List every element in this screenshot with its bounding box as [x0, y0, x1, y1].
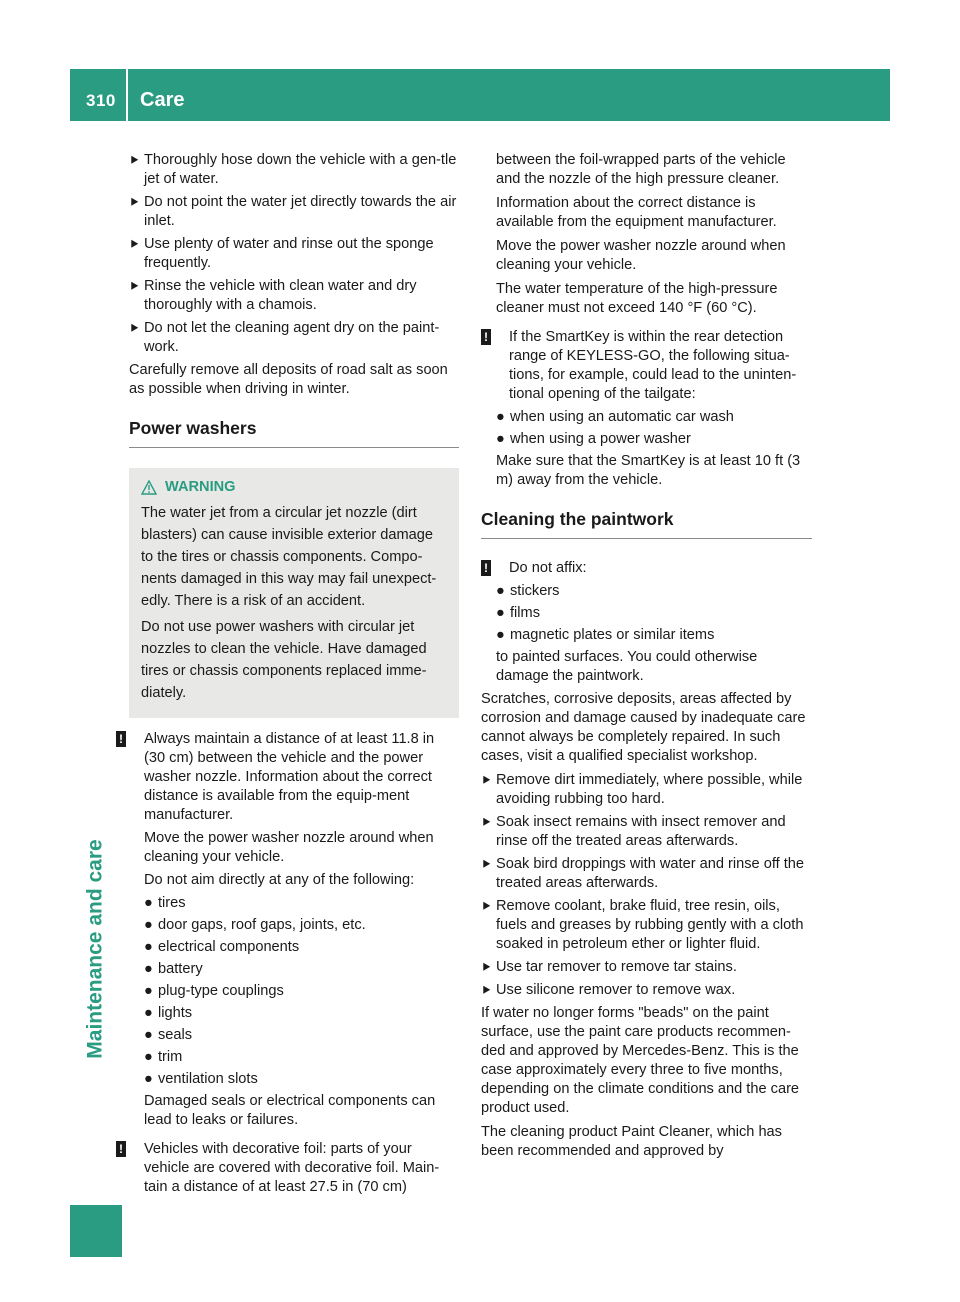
note-continuation: [481, 151, 812, 318]
arrow-step-icon: ⯈: [481, 815, 492, 830]
arrow-step-icon: ⯈: [129, 195, 140, 210]
note-body: [496, 559, 812, 578]
note-text: Vehicles with decorative foil: parts of your vehicle are covered with decorative foil. Main-tain a distance of at least 27.5 in (70 cm): [144, 1141, 440, 1195]
bullet-icon: ●: [144, 961, 153, 977]
list-item: ● door gaps, roof gaps, joints, etc.: [144, 917, 366, 933]
arrow-step-icon: ⯈: [129, 237, 140, 252]
page-header: [70, 69, 890, 121]
step-item: ⯈ Do not point the water jet directly towards the air inlet.: [129, 194, 457, 229]
left-column: [119, 151, 459, 1201]
warning-title: WARNING: [165, 479, 236, 495]
note-text: The water temperature of the high-pressure cleaner must not exceed 140 °F (60 °C).: [496, 281, 778, 316]
exclamation-note-icon: !: [116, 1141, 126, 1157]
note-block: [481, 559, 812, 686]
beads-paragraph: If water no longer forms "beads" on the paint surface, use the paint care products recommen-ded and approved by Mercedes-Benz. This is the case approximately every three to five months, depending on the climate conditions and the care product used.: [481, 1005, 800, 1116]
exclamation-note-icon: !: [116, 731, 126, 747]
note-text: Move the power washer nozzle around when cleaning your vehicle.: [496, 238, 786, 273]
note-body: [496, 328, 812, 404]
arrow-step-icon: ⯈: [481, 899, 492, 914]
page-number: 310: [86, 91, 116, 110]
paint-cleaner-paragraph: The cleaning product Paint Cleaner, which has been recommended and approved by: [481, 1124, 782, 1159]
step-item: ⯈ Soak bird droppings with water and rinse off the treated areas afterwards.: [481, 856, 805, 891]
side-tab-marker: [70, 1205, 122, 1257]
step-item: ⯈ Use plenty of water and rinse out the sponge frequently.: [129, 236, 434, 271]
note-block: [119, 730, 459, 1130]
bullet-icon: ●: [144, 1005, 153, 1021]
step-item: ⯈ Rinse the vehicle with clean water and dry thoroughly with a chamois.: [129, 278, 417, 313]
header-divider: [126, 69, 128, 121]
list-item: ● trim: [144, 1049, 183, 1065]
step-item: ⯈ Use silicone remover to remove wax.: [481, 982, 736, 998]
step-item: ⯈ Soak insect remains with insect remover and rinse off the treated areas afterwards.: [481, 814, 786, 849]
section-heading-power-washers: Power washers: [129, 419, 459, 448]
list-item: ● films: [496, 605, 540, 621]
bullet-icon: ●: [144, 917, 153, 933]
note-block: [481, 328, 812, 490]
list-item: ● tires: [144, 895, 186, 911]
list-item: ● when using a power washer: [496, 431, 691, 447]
warning-text: Do not use power washers with circular jet nozzles to clean the vehicle. Have damaged tires or chassis components replaced imme-diately.: [141, 619, 427, 701]
step-item: ⯈ Do not let the cleaning agent dry on the paint-work.: [129, 320, 440, 355]
step-item: ⯈ Remove coolant, brake fluid, tree resin, oils, fuels and greases by rubbing gently with a cloth soaked in petroleum ether or lighter fluid.: [481, 898, 804, 952]
side-section-label: [81, 749, 111, 1149]
bullet-icon: ●: [496, 627, 505, 643]
list-item: ● plug-type couplings: [144, 983, 284, 999]
warning-triangle-icon: [141, 480, 157, 495]
note-text: between the foil-wrapped parts of the vehicle and the nozzle of the high pressure cleaner.: [496, 152, 786, 187]
note-text: Do not affix:: [509, 560, 587, 576]
chapter-title: Care: [140, 89, 185, 111]
list-item: ● when using an automatic car wash: [496, 409, 734, 425]
note-text: Do not aim directly at any of the following:: [144, 872, 415, 888]
bullet-icon: ●: [496, 583, 505, 599]
bullet-icon: ●: [144, 983, 153, 999]
warning-box: [129, 468, 459, 718]
list-item: ● electrical components: [144, 939, 300, 955]
arrow-step-icon: ⯈: [129, 279, 140, 294]
note-text: Move the power washer nozzle around when cleaning your vehicle.: [144, 830, 434, 865]
note-text: Always maintain a distance of at least 11.8 in (30 cm) between the vehicle and the power washer nozzle. Information about the correct distance is available from the equip-ment manufacturer.: [144, 731, 435, 823]
note-text: Damaged seals or electrical components can lead to leaks or failures.: [144, 1093, 436, 1128]
bullet-icon: ●: [496, 605, 505, 621]
note-text: Information about the correct distance is available from the equipment manufacturer.: [496, 195, 777, 230]
bullet-icon: ●: [144, 1049, 153, 1065]
note-text: If the SmartKey is within the rear detection range of KEYLESS-GO, the following situa-tions, for example, could lead to the uninten-tional opening of the tailgate:: [509, 329, 797, 402]
bullet-icon: ●: [144, 1027, 153, 1043]
list-item: ● seals: [144, 1027, 193, 1043]
side-section-text: Maintenance and care: [84, 839, 108, 1059]
arrow-step-icon: ⯈: [481, 857, 492, 872]
note-text: to painted surfaces. You could otherwise damage the paintwork.: [496, 649, 758, 684]
warning-text: The water jet from a circular jet nozzle (dirt blasters) can cause invisible exterior damage to the tires or chassis components. Compo-nents damaged in this way may fail unexpect-edly. There is a risk of an accident.: [141, 505, 437, 609]
bullet-icon: ●: [144, 1071, 153, 1087]
right-column: [481, 151, 812, 1166]
bullet-icon: ●: [496, 409, 505, 425]
scratches-paragraph: Scratches, corrosive deposits, areas affected by corrosion and damage caused by inadequate care cannot always be completely repaired. In such cases, visit a qualified specialist workshop.: [481, 691, 806, 764]
arrow-step-icon: ⯈: [481, 773, 492, 788]
list-item: ● lights: [144, 1005, 193, 1021]
list-item: ● ventilation slots: [144, 1071, 258, 1087]
section-heading-paintwork: Cleaning the paintwork: [481, 510, 812, 539]
note-block: [119, 1140, 459, 1197]
exclamation-note-icon: !: [481, 329, 491, 345]
arrow-step-icon: ⯈: [129, 321, 140, 336]
note-text: Make sure that the SmartKey is at least 10 ft (3 m) away from the vehicle.: [496, 453, 801, 488]
warning-header: [141, 476, 449, 498]
list-item: ● battery: [144, 961, 203, 977]
list-item: ● magnetic plates or similar items: [496, 627, 715, 643]
step-item: ⯈ Use tar remover to remove tar stains.: [481, 959, 737, 975]
arrow-step-icon: ⯈: [481, 983, 492, 998]
list-item: ● stickers: [496, 583, 560, 599]
arrow-step-icon: ⯈: [129, 153, 140, 168]
salt-paragraph: Carefully remove all deposits of road salt as soon as possible when driving in winter.: [129, 362, 448, 397]
step-item: ⯈ Thoroughly hose down the vehicle with a gen-tle jet of water.: [129, 152, 457, 187]
bullet-icon: ●: [144, 895, 153, 911]
step-item: ⯈ Remove dirt immediately, where possible, while avoiding rubbing too hard.: [481, 772, 803, 807]
bullet-icon: ●: [144, 939, 153, 955]
arrow-step-icon: ⯈: [481, 960, 492, 975]
exclamation-note-icon: !: [481, 560, 491, 576]
bullet-icon: ●: [496, 431, 505, 447]
